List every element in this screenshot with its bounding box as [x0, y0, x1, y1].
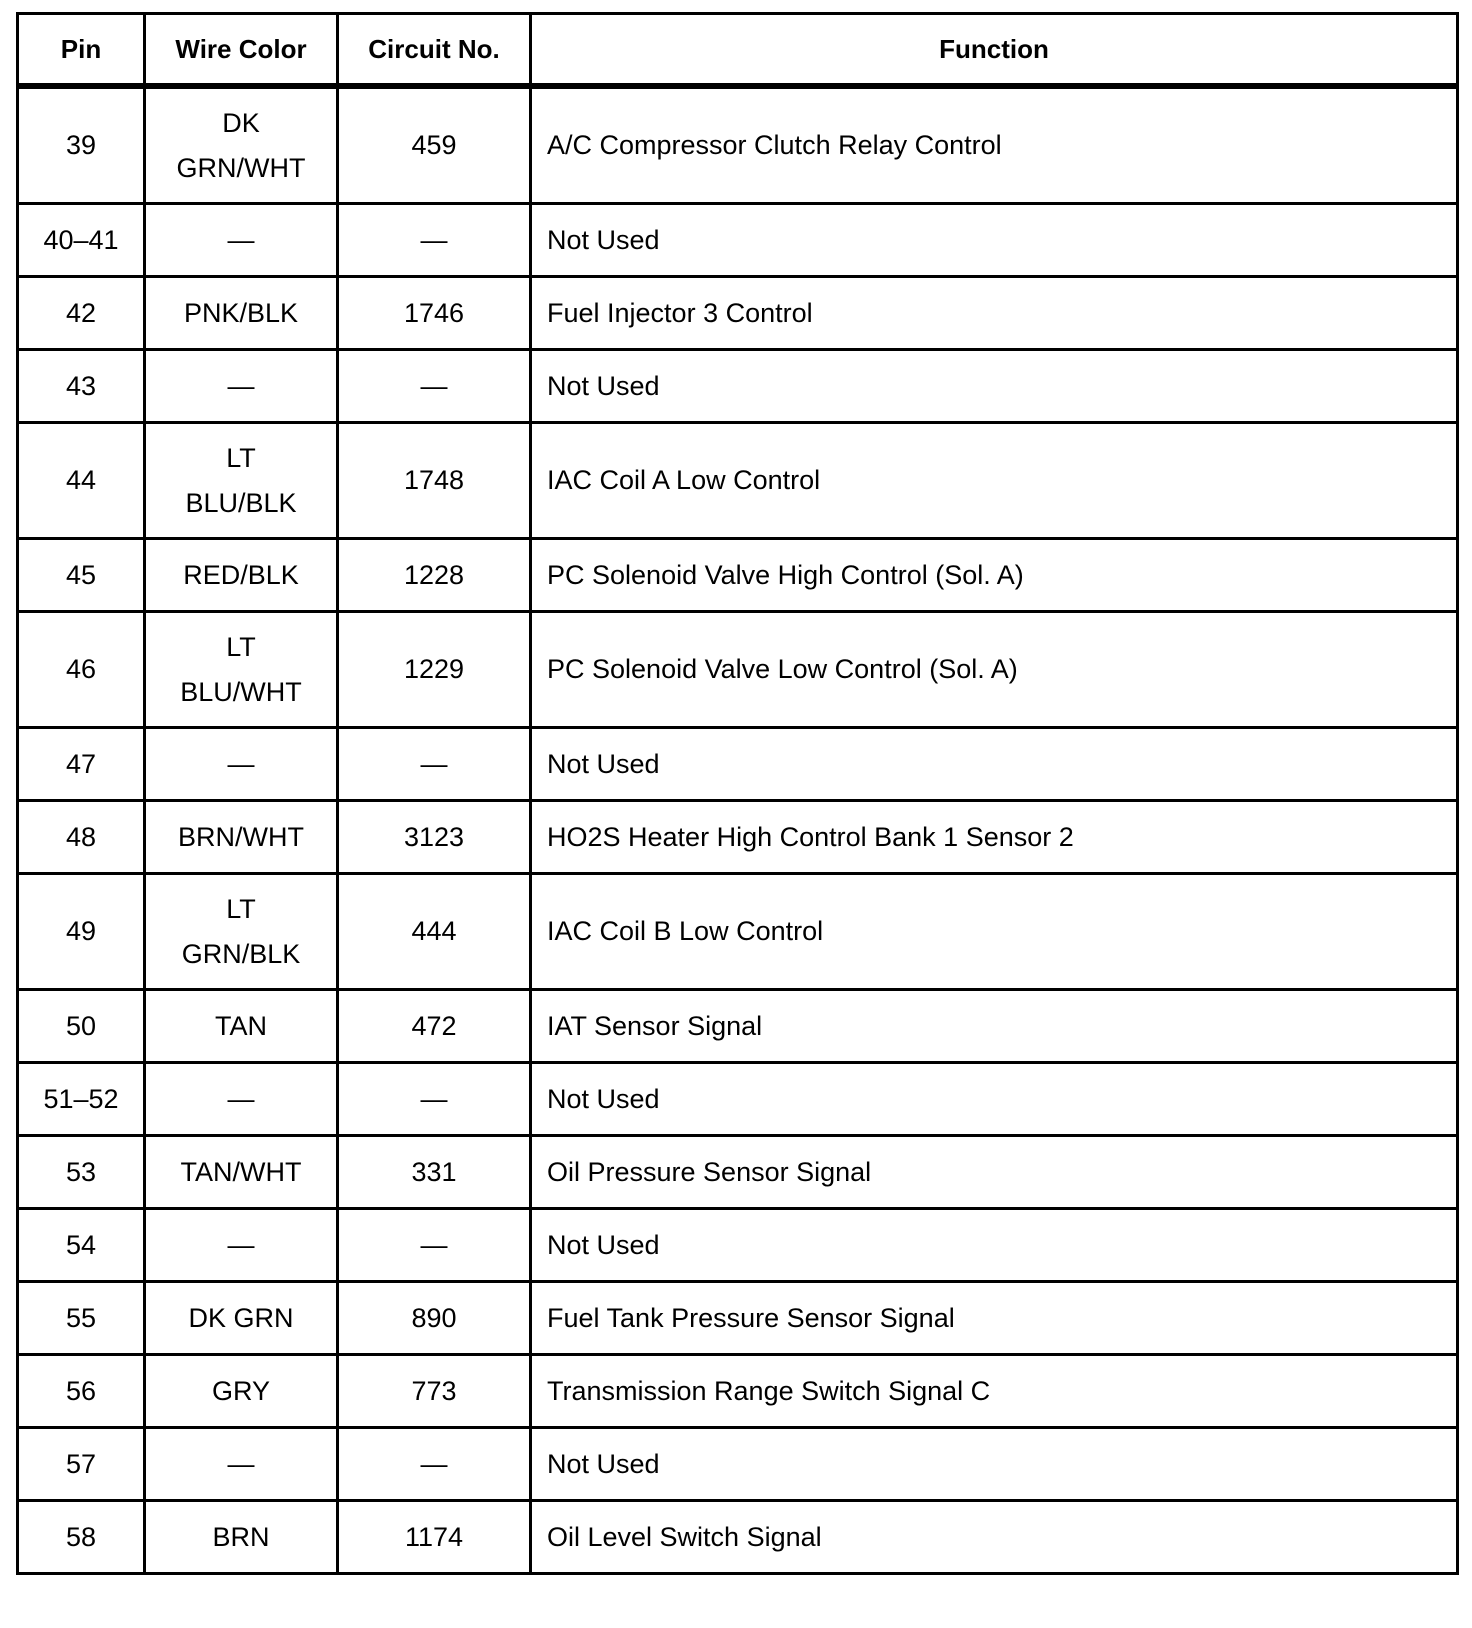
pin-cell: 42	[18, 277, 145, 350]
circuit-cell: —	[338, 1428, 531, 1501]
wire-color-cell	[145, 1282, 338, 1355]
wire-color-text: BRN	[212, 1521, 270, 1552]
function-cell: Oil Pressure Sensor Signal	[531, 1136, 1458, 1209]
wire-color-text: GRN/WHT	[176, 152, 306, 183]
function-cell: Not Used	[531, 1428, 1458, 1501]
circuit-cell: 331	[338, 1136, 531, 1209]
wire-color-cell	[145, 1501, 338, 1574]
wire-color-text: DK GRN	[188, 1302, 294, 1333]
pin-cell: 55	[18, 1282, 145, 1355]
function-cell: IAC Coil A Low Control	[531, 423, 1458, 539]
function-cell: IAC Coil B Low Control	[531, 874, 1458, 990]
wire-color-text: —	[227, 1229, 255, 1260]
function-cell: HO2S Heater High Control Bank 1 Sensor 2	[531, 801, 1458, 874]
wire-color-cell	[145, 1209, 338, 1282]
table-row	[18, 990, 1458, 1063]
circuit-cell: 3123	[338, 801, 531, 874]
function-cell: PC Solenoid Valve High Control (Sol. A)	[531, 539, 1458, 612]
function-cell: Transmission Range Switch Signal C	[531, 1355, 1458, 1428]
circuit-cell: —	[338, 1063, 531, 1136]
pin-cell: 51–52	[18, 1063, 145, 1136]
header-wire-color: Wire Color	[145, 14, 338, 87]
wire-color-text: LT	[226, 631, 256, 662]
wire-color-cell	[145, 204, 338, 277]
pin-cell: 49	[18, 874, 145, 990]
pin-cell: 54	[18, 1209, 145, 1282]
wire-color-text: —	[227, 224, 255, 255]
wire-color-text: RED/BLK	[183, 559, 299, 590]
circuit-cell: —	[338, 204, 531, 277]
pin-cell: 43	[18, 350, 145, 423]
circuit-cell: 472	[338, 990, 531, 1063]
wire-color-text: DK	[222, 107, 260, 138]
pin-cell: 57	[18, 1428, 145, 1501]
wire-color-text: —	[227, 1083, 255, 1114]
wire-color-text: BLU/WHT	[180, 676, 302, 707]
table-row	[18, 1136, 1458, 1209]
wire-color-cell	[145, 728, 338, 801]
wire-color-cell	[145, 350, 338, 423]
function-cell: PC Solenoid Valve Low Control (Sol. A)	[531, 612, 1458, 728]
wire-color-text: BRN/WHT	[178, 821, 304, 852]
function-cell: A/C Compressor Clutch Relay Control	[531, 86, 1458, 204]
table-row	[18, 874, 1458, 990]
wire-color-text: GRN/BLK	[181, 938, 301, 969]
wire-color-text: —	[227, 370, 255, 401]
circuit-cell: —	[338, 350, 531, 423]
function-cell: IAT Sensor Signal	[531, 990, 1458, 1063]
function-cell: Fuel Tank Pressure Sensor Signal	[531, 1282, 1458, 1355]
table-row	[18, 423, 1458, 539]
table-row	[18, 801, 1458, 874]
wire-color-cell	[145, 1428, 338, 1501]
table-body	[18, 86, 1458, 1574]
wire-color-cell	[145, 990, 338, 1063]
wire-color-text: —	[227, 748, 255, 779]
function-cell: Not Used	[531, 350, 1458, 423]
table-row	[18, 612, 1458, 728]
wire-color-text: LT	[226, 442, 256, 473]
circuit-cell: 459	[338, 86, 531, 204]
pin-cell: 40–41	[18, 204, 145, 277]
header-pin: Pin	[18, 14, 145, 87]
pin-cell: 46	[18, 612, 145, 728]
table-row	[18, 728, 1458, 801]
pin-cell: 47	[18, 728, 145, 801]
table-row	[18, 539, 1458, 612]
table-row	[18, 1209, 1458, 1282]
circuit-cell: 1746	[338, 277, 531, 350]
function-cell: Not Used	[531, 728, 1458, 801]
wire-color-cell	[145, 1136, 338, 1209]
wire-color-cell	[145, 612, 338, 728]
wire-color-text: BLU/BLK	[185, 487, 297, 518]
wire-color-text: PNK/BLK	[183, 297, 299, 328]
pin-cell: 56	[18, 1355, 145, 1428]
function-cell: Not Used	[531, 1209, 1458, 1282]
table-row	[18, 86, 1458, 204]
function-cell: Not Used	[531, 204, 1458, 277]
wire-color-cell	[145, 423, 338, 539]
pin-cell: 58	[18, 1501, 145, 1574]
circuit-cell: 1229	[338, 612, 531, 728]
circuit-cell: 1174	[338, 1501, 531, 1574]
pin-cell: 39	[18, 86, 145, 204]
circuit-cell: 773	[338, 1355, 531, 1428]
function-cell: Not Used	[531, 1063, 1458, 1136]
wire-color-cell	[145, 1063, 338, 1136]
circuit-cell: 444	[338, 874, 531, 990]
wire-color-cell	[145, 86, 338, 204]
wire-color-text: TAN	[215, 1010, 267, 1041]
circuit-cell: —	[338, 1209, 531, 1282]
wire-color-cell	[145, 874, 338, 990]
wire-color-text: TAN/WHT	[180, 1156, 302, 1187]
pin-cell: 45	[18, 539, 145, 612]
table-row	[18, 1501, 1458, 1574]
pin-table	[16, 12, 1459, 1575]
pin-cell: 53	[18, 1136, 145, 1209]
pin-cell: 48	[18, 801, 145, 874]
circuit-cell: 1748	[338, 423, 531, 539]
header-row	[18, 14, 1458, 87]
circuit-cell: —	[338, 728, 531, 801]
pin-cell: 44	[18, 423, 145, 539]
wire-color-cell	[145, 539, 338, 612]
header-function: Function	[531, 14, 1458, 87]
wire-color-cell	[145, 1355, 338, 1428]
table-row	[18, 1282, 1458, 1355]
table-row	[18, 204, 1458, 277]
circuit-cell: 890	[338, 1282, 531, 1355]
table-row	[18, 277, 1458, 350]
table-row	[18, 350, 1458, 423]
wire-color-cell	[145, 801, 338, 874]
function-cell: Fuel Injector 3 Control	[531, 277, 1458, 350]
wire-color-text: LT	[226, 893, 256, 924]
wire-color-text: —	[227, 1448, 255, 1479]
circuit-cell: 1228	[338, 539, 531, 612]
table-row	[18, 1355, 1458, 1428]
pin-cell: 50	[18, 990, 145, 1063]
table-row	[18, 1428, 1458, 1501]
table-row	[18, 1063, 1458, 1136]
wire-color-text: GRY	[211, 1375, 271, 1406]
function-cell: Oil Level Switch Signal	[531, 1501, 1458, 1574]
header-circuit-no: Circuit No.	[338, 14, 531, 87]
wire-color-cell	[145, 277, 338, 350]
